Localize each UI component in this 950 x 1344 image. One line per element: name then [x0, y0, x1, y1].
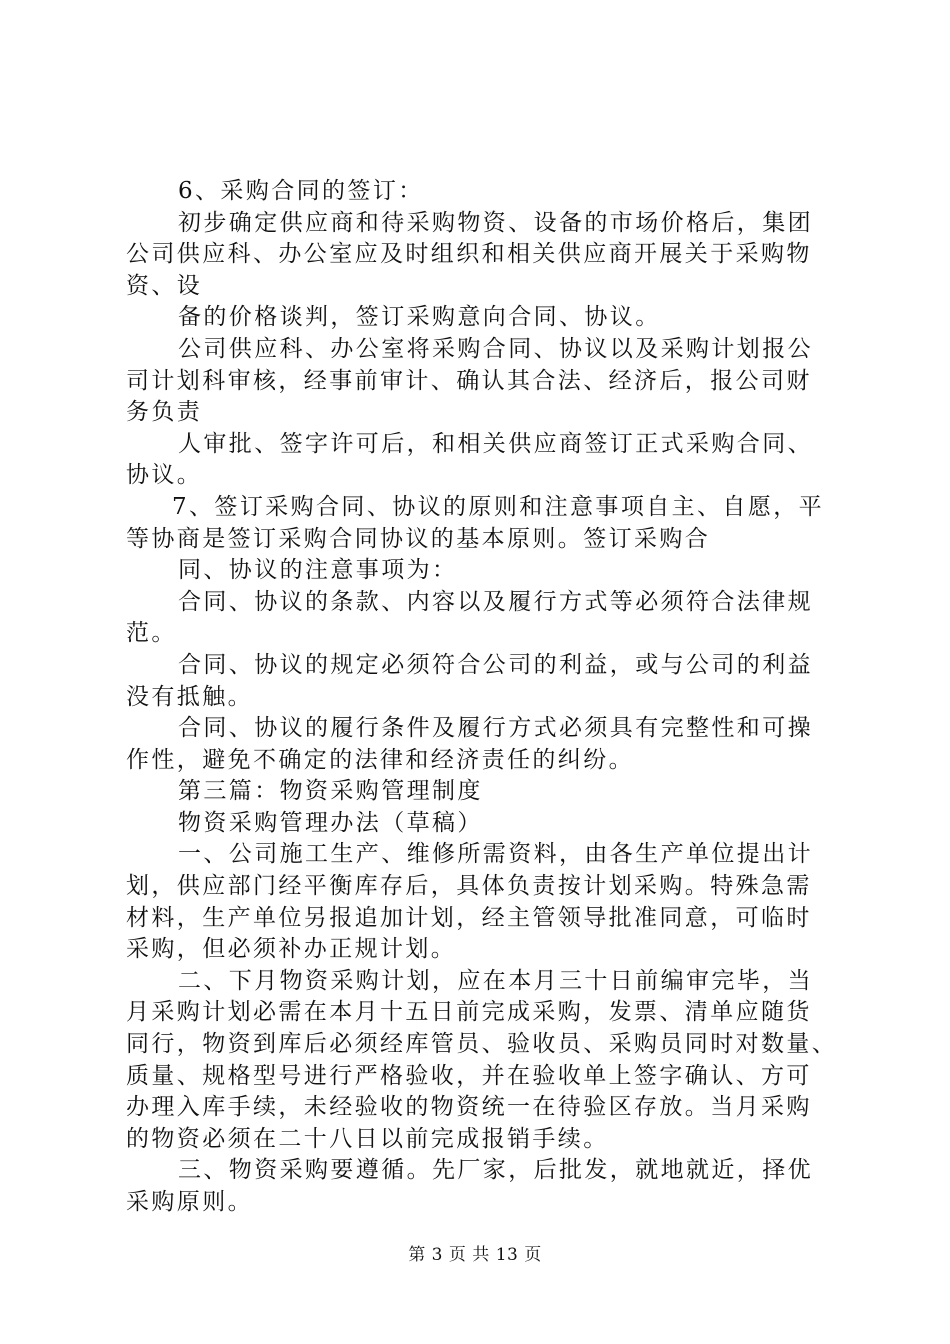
document-line: 同、协议的注意事项为：: [178, 557, 458, 584]
document-line: 作性，避免不确定的法律和经济责任的纠纷。: [126, 746, 634, 773]
document-line: 二、下月物资采购计划，应在本月三十日前编审完毕，当: [178, 967, 813, 994]
document-line: 公司供应科、办公室将采购合同、协议以及采购计划报公: [178, 335, 813, 362]
document-line: 材料，生产单位另报追加计划，经主管领导批准同意，可临时: [126, 904, 812, 931]
document-line: 公司供应科、办公室应及时组织和相关供应商开展关于采购物: [126, 241, 812, 268]
document-line: 同行，物资到库后必须经库管员、验收员、采购员同时对数量、: [126, 1031, 838, 1058]
page-number-footer: 第 3 页 共 13 页: [408, 1245, 542, 1265]
document-line: 范。: [126, 620, 177, 647]
document-line: 划，供应部门经平衡库存后，具体负责按计划采购。特殊急需: [126, 873, 812, 900]
document-line: 第三篇：物资采购管理制度: [178, 778, 483, 805]
document-line: 没有抵触。: [126, 683, 253, 710]
document-line: 7、签订采购合同、协议的原则和注意事项自主、自愿，平: [172, 493, 825, 520]
document-line: 务负责: [126, 399, 203, 426]
document-line: 采购原则。: [126, 1189, 253, 1215]
document-line: 等协商是签订采购合同协议的基本原则。签订采购合: [126, 525, 711, 552]
document-line: 资、设: [126, 272, 203, 299]
document-line: 月采购计划必需在本月十五日前完成采购，发票、清单应随货: [126, 999, 812, 1026]
document-line: 合同、协议的条款、内容以及履行方式等必须符合法律规: [178, 588, 813, 615]
document-body: [126, 176, 840, 1219]
document-line: 合同、协议的规定必须符合公司的利益，或与公司的利益: [178, 651, 813, 678]
document-line: 协议。: [126, 462, 203, 489]
document-line: 合同、协议的履行条件及履行方式必须具有完整性和可操: [178, 715, 813, 742]
document-line: 采购，但必须补办正规计划。: [126, 936, 457, 963]
document-line: 物资采购管理办法（草稿）: [178, 809, 483, 836]
document-line: 6、采购合同的签订：: [178, 178, 424, 204]
document-line: 备的价格谈判，签订采购意向合同、协议。: [178, 304, 661, 331]
document-line: 三、物资采购要遵循。先厂家，后批发，就地就近，择优: [178, 1157, 813, 1184]
document-line: 一、公司施工生产、维修所需资料，由各生产单位提出计: [178, 841, 813, 868]
document-line: 人审批、签字许可后，和相关供应商签订正式采购合同、: [178, 430, 813, 457]
document-line: 质量、规格型号进行严格验收，并在验收单上签字确认、方可: [126, 1062, 812, 1089]
document-line: 的物资必须在二十八日以前完成报销手续。: [126, 1125, 609, 1152]
document-line: 司计划科审核，经事前审计、确认其合法、经济后，报公司财: [126, 367, 812, 394]
document-line: 办理入库手续，未经验收的物资统一在待验区存放。当月采购: [126, 1094, 812, 1121]
document-line: 初步确定供应商和待采购物资、设备的市场价格后，集团: [178, 209, 813, 236]
